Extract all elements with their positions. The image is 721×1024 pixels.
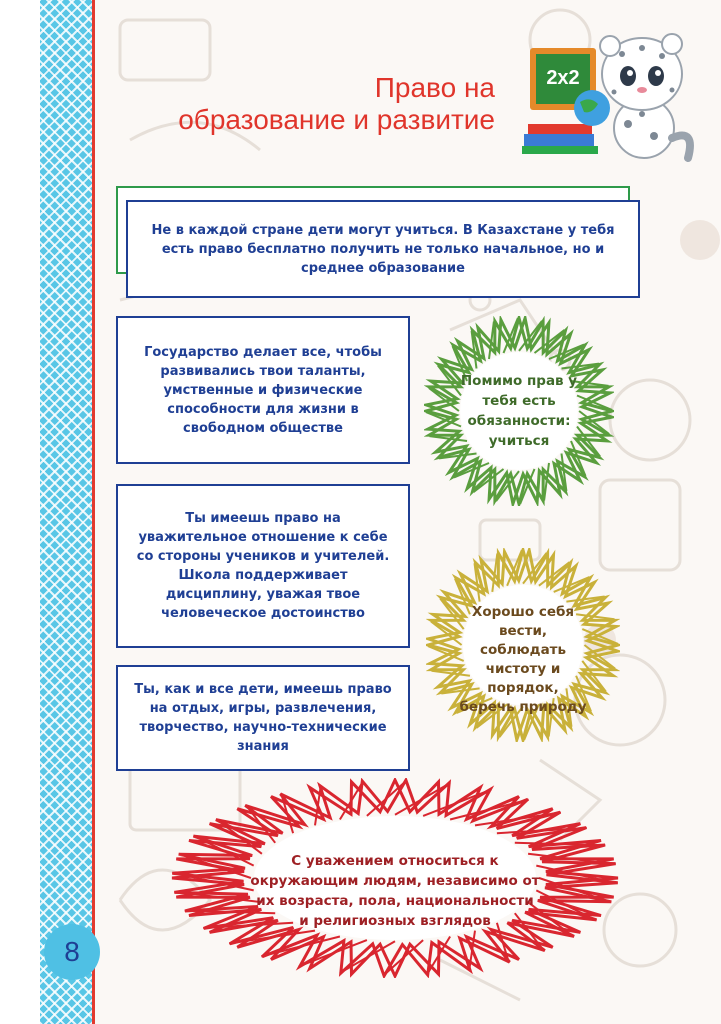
pattern-strip — [40, 0, 92, 1024]
red-burst-text: С уважением относиться к окружающим людям, независимо от их возраста, пола, национальности и религиозных взглядов — [250, 853, 540, 929]
intro-text: Не в каждой стране дети могут учиться. В Казахстане у тебя есть право бесплатно получить не только начальное, но и среднее образование — [151, 222, 615, 276]
leisure-text: Ты, как и все дети, имеешь право на отдых, игры, развлечения, творчество, научно-технические знания — [134, 682, 392, 754]
yellow-burst-text: Хорошо себя вести, соблюдать чистоту и порядок, беречь природу — [459, 604, 587, 715]
state-text-box — [116, 316, 410, 464]
green-burst-text: Помимо прав у тебя есть обязанности: учиться — [460, 373, 578, 449]
strip-border-line — [92, 0, 95, 1024]
respect-text-box — [116, 484, 410, 648]
book-icon — [524, 134, 594, 146]
intro-text-box — [126, 200, 640, 298]
page-number: 8 — [64, 936, 80, 967]
state-text: Государство делает все, чтобы развивались твои таланты, умственные и физические способности для жизни в свободном обществе — [144, 344, 382, 436]
respect-text: Ты имеешь право на уважительное отношение к себе со стороны учеников и учителей. Школа поддерживает дисциплину, уважая твое человеческое достоинство — [136, 511, 390, 621]
title-line-2: образование и развитие — [178, 104, 495, 135]
leisure-text-box — [116, 665, 410, 771]
chalkboard-text: 2x2 — [546, 67, 580, 89]
margin-strip — [0, 0, 40, 1024]
page-title — [178, 72, 495, 136]
title-line-1: Право на — [374, 72, 495, 103]
snow-leopard-mascot-icon — [592, 28, 696, 168]
